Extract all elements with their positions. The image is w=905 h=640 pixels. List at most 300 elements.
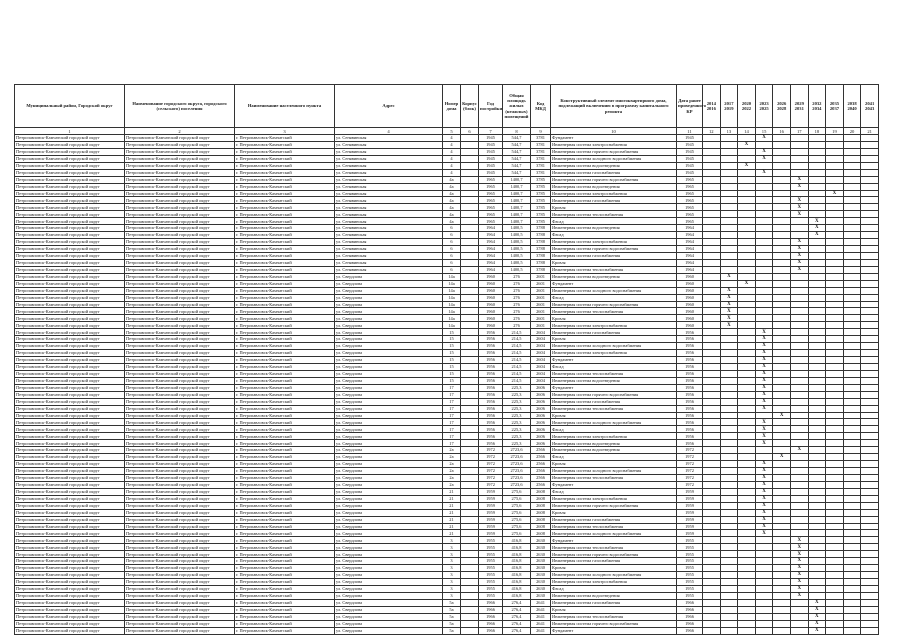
address-cell: ул. Сенявинская: [335, 183, 443, 190]
table-cell: 2а: [443, 454, 461, 461]
period-mark-cell: [826, 398, 844, 405]
structural-element-cell: Инженерная система водоотведения: [551, 592, 677, 599]
table-cell: 4: [443, 169, 461, 176]
period-mark-cell: [790, 287, 808, 294]
period-mark-cell: [826, 405, 844, 412]
period-mark-cell: [808, 572, 826, 579]
period-mark-cell: [826, 162, 844, 169]
period-mark-cell: [808, 419, 826, 426]
period-mark-cell: [703, 579, 721, 586]
period-mark-cell: [755, 225, 773, 232]
period-mark-cell: [738, 343, 756, 350]
locality-cell: г. Петропавловск-Камчатский: [235, 155, 335, 162]
period-mark-cell: X: [808, 599, 826, 606]
locality-cell: г. Петропавловск-Камчатский: [235, 315, 335, 322]
period-mark-cell: X: [808, 218, 826, 225]
table-cell: 3788: [531, 259, 551, 266]
period-mark-cell: [843, 620, 861, 627]
period-mark-cell: [843, 468, 861, 475]
period-mark-cell: [843, 246, 861, 253]
period-mark-cell: [773, 169, 791, 176]
table-cell: 1959: [677, 509, 703, 516]
table-row: [15, 440, 879, 447]
district-cell: Петропавловск-Камчатский городской округ: [15, 211, 125, 218]
period-mark-cell: [738, 246, 756, 253]
period-mark-cell: [826, 523, 844, 530]
period-mark-cell: [703, 488, 721, 495]
period-mark-cell: [790, 509, 808, 516]
period-mark-cell: [826, 357, 844, 364]
municipality-cell: Петропавловск-Камчатский городской округ: [125, 246, 235, 253]
period-mark-cell: X: [790, 252, 808, 259]
municipality-cell: Петропавловск-Камчатский городской округ: [125, 259, 235, 266]
table-cell: 2630: [531, 558, 551, 565]
table-cell: 1956: [479, 391, 503, 398]
table-cell: [461, 357, 479, 364]
table-cell: [461, 405, 479, 412]
period-mark-cell: [773, 315, 791, 322]
table-cell: 1945: [677, 141, 703, 148]
address-cell: ул. Свердлова: [335, 502, 443, 509]
table-cell: [461, 190, 479, 197]
table-cell: 5а: [443, 613, 461, 620]
address-cell: ул. Свердлова: [335, 509, 443, 516]
table-cell: 1960: [677, 273, 703, 280]
period-mark-cell: [703, 495, 721, 502]
district-cell: Петропавловск-Камчатский городской округ: [15, 565, 125, 572]
table-cell: 1965: [479, 183, 503, 190]
structural-element-cell: Кровля: [551, 259, 677, 266]
structural-element-cell: Инженерная система электроснабжения: [551, 433, 677, 440]
table-cell: 2608: [531, 516, 551, 523]
structural-element-cell: Инженерная система электроснабжения: [551, 190, 677, 197]
period-mark-cell: [843, 495, 861, 502]
table-cell: 3781: [531, 148, 551, 155]
column-number: 19: [826, 128, 844, 135]
table-row: [15, 551, 879, 558]
table-cell: [461, 232, 479, 239]
table-cell: [461, 377, 479, 384]
period-mark-cell: [861, 474, 879, 481]
period-mark-cell: [790, 350, 808, 357]
address-cell: ул. Сенявинская: [335, 259, 443, 266]
municipality-cell: Петропавловск-Камчатский городской округ: [125, 537, 235, 544]
address-cell: ул. Свердлова: [335, 530, 443, 537]
period-mark-cell: [826, 585, 844, 592]
address-cell: ул. Свердлова: [335, 579, 443, 586]
period-mark-cell: [738, 440, 756, 447]
table-cell: 1955: [677, 544, 703, 551]
structural-element-cell: Инженерная система холодного водоснабжения: [551, 155, 677, 162]
period-mark-cell: [738, 565, 756, 572]
table-cell: 1964: [677, 225, 703, 232]
period-mark-cell: [755, 294, 773, 301]
period-mark-cell: [773, 329, 791, 336]
table-cell: [461, 440, 479, 447]
period-mark-cell: [861, 343, 879, 350]
table-cell: 1945: [479, 148, 503, 155]
period-mark-cell: [755, 141, 773, 148]
period-mark-cell: [703, 343, 721, 350]
table-row: [15, 197, 879, 204]
table-row: [15, 565, 879, 572]
period-mark-cell: [808, 239, 826, 246]
period-mark-cell: [861, 329, 879, 336]
table-cell: 225,3: [503, 440, 531, 447]
period-mark-cell: [703, 259, 721, 266]
period-mark-cell: X: [755, 530, 773, 537]
period-mark-cell: [703, 426, 721, 433]
locality-cell: г. Петропавловск-Камчатский: [235, 592, 335, 599]
period-mark-cell: [703, 440, 721, 447]
table-row: [15, 259, 879, 266]
period-mark-cell: [773, 252, 791, 259]
period-mark-cell: [861, 315, 879, 322]
table-cell: 1960: [479, 294, 503, 301]
period-mark-cell: [755, 183, 773, 190]
address-cell: ул. Сенявинская: [335, 266, 443, 273]
table-cell: 214,5: [503, 370, 531, 377]
district-cell: Петропавловск-Камчатский городской округ: [15, 474, 125, 481]
structural-element-cell: Кровля: [551, 336, 677, 343]
table-cell: 1945: [479, 135, 503, 142]
column-header: 2032 2034: [808, 85, 826, 128]
table-cell: 2601: [531, 315, 551, 322]
table-cell: 1955: [479, 544, 503, 551]
table-cell: [461, 488, 479, 495]
period-mark-cell: [808, 141, 826, 148]
table-cell: 1965: [479, 176, 503, 183]
period-mark-cell: [861, 370, 879, 377]
district-cell: Петропавловск-Камчатский городской округ: [15, 246, 125, 253]
table-cell: [461, 565, 479, 572]
period-mark-cell: [861, 537, 879, 544]
period-mark-cell: [826, 301, 844, 308]
table-cell: [461, 474, 479, 481]
table-cell: 4: [443, 162, 461, 169]
period-mark-cell: [808, 474, 826, 481]
period-mark-cell: [773, 509, 791, 516]
municipality-cell: Петропавловск-Камчатский городской округ: [125, 412, 235, 419]
period-mark-cell: [703, 523, 721, 530]
table-cell: 14а: [443, 280, 461, 287]
municipality-cell: Петропавловск-Камчатский городской округ: [125, 426, 235, 433]
period-mark-cell: [843, 252, 861, 259]
table-cell: 1956: [677, 329, 703, 336]
period-mark-cell: [808, 592, 826, 599]
period-mark-cell: [843, 398, 861, 405]
table-cell: 3785: [531, 183, 551, 190]
municipality-cell: Петропавловск-Камчатский городской округ: [125, 620, 235, 627]
municipality-cell: Петропавловск-Камчатский городской округ: [125, 336, 235, 343]
table-cell: [461, 148, 479, 155]
period-mark-cell: [773, 239, 791, 246]
period-mark-cell: [790, 294, 808, 301]
period-mark-cell: [720, 454, 738, 461]
period-mark-cell: [720, 211, 738, 218]
period-mark-cell: [738, 551, 756, 558]
period-mark-cell: [790, 454, 808, 461]
district-cell: Петропавловск-Камчатский городской округ: [15, 488, 125, 495]
table-cell: 17: [443, 440, 461, 447]
locality-cell: г. Петропавловск-Камчатский: [235, 502, 335, 509]
period-mark-cell: [703, 135, 721, 142]
address-cell: ул. Свердлова: [335, 412, 443, 419]
table-cell: 1956: [677, 440, 703, 447]
table-row: [15, 544, 879, 551]
structural-element-cell: Инженерная система холодного водоснабжения: [551, 572, 677, 579]
table-cell: 214,5: [503, 343, 531, 350]
period-mark-cell: X: [755, 426, 773, 433]
period-mark-cell: [773, 481, 791, 488]
municipality-cell: Петропавловск-Камчатский городской округ: [125, 468, 235, 475]
period-mark-cell: [738, 169, 756, 176]
period-mark-cell: [826, 627, 844, 634]
period-mark-cell: [773, 377, 791, 384]
period-mark-cell: [808, 384, 826, 391]
column-number: 12: [703, 128, 721, 135]
period-mark-cell: [808, 266, 826, 273]
period-mark-cell: [720, 135, 738, 142]
table-cell: 1956: [479, 433, 503, 440]
period-mark-cell: [755, 558, 773, 565]
period-mark-cell: [773, 537, 791, 544]
table-cell: [461, 509, 479, 516]
table-cell: 4а: [443, 218, 461, 225]
period-mark-cell: [861, 412, 879, 419]
period-mark-cell: [720, 585, 738, 592]
period-mark-cell: [826, 592, 844, 599]
period-mark-cell: [720, 412, 738, 419]
period-mark-cell: [808, 322, 826, 329]
table-row: [15, 468, 879, 475]
locality-cell: г. Петропавловск-Камчатский: [235, 225, 335, 232]
period-mark-cell: [808, 280, 826, 287]
table-cell: 2606: [531, 398, 551, 405]
table-row: [15, 273, 879, 280]
period-mark-cell: X: [755, 481, 773, 488]
locality-cell: г. Петропавловск-Камчатский: [235, 135, 335, 142]
locality-cell: г. Петропавловск-Камчатский: [235, 343, 335, 350]
table-cell: 1400,7: [503, 190, 531, 197]
table-cell: 3: [443, 551, 461, 558]
table-cell: 1960: [479, 322, 503, 329]
period-mark-cell: [808, 433, 826, 440]
period-mark-cell: [843, 488, 861, 495]
period-mark-cell: X: [790, 183, 808, 190]
period-mark-cell: [755, 572, 773, 579]
period-mark-cell: [773, 627, 791, 634]
period-mark-cell: X: [755, 468, 773, 475]
table-cell: 3785: [531, 176, 551, 183]
table-row: [15, 606, 879, 613]
table-cell: 276,4: [503, 606, 531, 613]
period-mark-cell: [790, 599, 808, 606]
period-mark-cell: X: [755, 509, 773, 516]
municipality-cell: Петропавловск-Камчатский городской округ: [125, 613, 235, 620]
period-mark-cell: [843, 377, 861, 384]
table-cell: 1965: [677, 218, 703, 225]
period-mark-cell: [703, 287, 721, 294]
period-mark-cell: [861, 148, 879, 155]
table-row: [15, 592, 879, 599]
period-mark-cell: [843, 162, 861, 169]
table-cell: [461, 280, 479, 287]
column-number: 3: [235, 128, 335, 135]
period-mark-cell: X: [808, 620, 826, 627]
period-mark-cell: [808, 377, 826, 384]
locality-cell: г. Петропавловск-Камчатский: [235, 419, 335, 426]
period-mark-cell: X: [790, 447, 808, 454]
table-cell: 1956: [677, 426, 703, 433]
period-mark-cell: [790, 426, 808, 433]
period-mark-cell: [703, 627, 721, 634]
period-mark-cell: [826, 481, 844, 488]
period-mark-cell: [790, 613, 808, 620]
period-mark-cell: [808, 558, 826, 565]
table-cell: 21: [443, 495, 461, 502]
municipality-cell: Петропавловск-Камчатский городской округ: [125, 391, 235, 398]
period-mark-cell: [808, 190, 826, 197]
address-cell: ул. Свердлова: [335, 433, 443, 440]
period-mark-cell: [861, 606, 879, 613]
period-mark-cell: [861, 301, 879, 308]
municipality-cell: Петропавловск-Камчатский городской округ: [125, 315, 235, 322]
table-cell: 14а: [443, 294, 461, 301]
table-cell: 2723,6: [503, 468, 531, 475]
period-mark-cell: [720, 204, 738, 211]
structural-element-cell: Инженерная система холодного водоснабжения: [551, 530, 677, 537]
district-cell: Петропавловск-Камчатский городской округ: [15, 239, 125, 246]
period-mark-cell: [790, 440, 808, 447]
period-mark-cell: [808, 454, 826, 461]
table-cell: [461, 412, 479, 419]
period-mark-cell: [790, 468, 808, 475]
table-cell: 1956: [479, 350, 503, 357]
period-mark-cell: [808, 301, 826, 308]
table-cell: 1960: [677, 280, 703, 287]
period-mark-cell: [773, 461, 791, 468]
period-mark-cell: [720, 516, 738, 523]
table-cell: 2630: [531, 579, 551, 586]
table-cell: 544,7: [503, 141, 531, 148]
municipality-cell: Петропавловск-Камчатский городской округ: [125, 377, 235, 384]
table-cell: 1956: [677, 433, 703, 440]
table-row: [15, 426, 879, 433]
municipality-cell: Петропавловск-Камчатский городской округ: [125, 384, 235, 391]
period-mark-cell: [808, 155, 826, 162]
period-mark-cell: [720, 558, 738, 565]
municipality-cell: Петропавловск-Камчатский городской округ: [125, 218, 235, 225]
district-cell: Петропавловск-Камчатский городской округ: [15, 252, 125, 259]
period-mark-cell: [773, 572, 791, 579]
locality-cell: г. Петропавловск-Камчатский: [235, 301, 335, 308]
column-header: 2026 2028: [773, 85, 791, 128]
period-mark-cell: [755, 273, 773, 280]
municipality-cell: Петропавловск-Камчатский городской округ: [125, 419, 235, 426]
municipality-cell: Петропавловск-Камчатский городской округ: [125, 363, 235, 370]
period-mark-cell: [826, 558, 844, 565]
district-cell: Петропавловск-Камчатский городской округ: [15, 148, 125, 155]
period-mark-cell: [738, 398, 756, 405]
period-mark-cell: [738, 357, 756, 364]
period-mark-cell: [738, 509, 756, 516]
period-mark-cell: X: [755, 419, 773, 426]
table-cell: 3788: [531, 232, 551, 239]
period-mark-cell: [843, 266, 861, 273]
period-mark-cell: [773, 398, 791, 405]
district-cell: Петропавловск-Камчатский городской округ: [15, 294, 125, 301]
period-mark-cell: [703, 481, 721, 488]
period-mark-cell: [826, 329, 844, 336]
locality-cell: г. Петропавловск-Камчатский: [235, 176, 335, 183]
period-mark-cell: [738, 468, 756, 475]
period-mark-cell: [790, 315, 808, 322]
structural-element-cell: Инженерная система газоснабжения: [551, 599, 677, 606]
district-cell: Петропавловск-Камчатский городской округ: [15, 523, 125, 530]
period-mark-cell: X: [755, 398, 773, 405]
period-mark-cell: [808, 204, 826, 211]
period-mark-cell: [738, 336, 756, 343]
municipality-cell: Петропавловск-Камчатский городской округ: [125, 232, 235, 239]
address-cell: ул. Свердлова: [335, 440, 443, 447]
period-mark-cell: [773, 183, 791, 190]
table-cell: 1972: [677, 468, 703, 475]
period-mark-cell: X: [755, 461, 773, 468]
table-cell: 2641: [531, 599, 551, 606]
column-header: Адрес: [335, 85, 443, 128]
table-cell: 1960: [479, 315, 503, 322]
period-mark-cell: [861, 259, 879, 266]
locality-cell: г. Петропавловск-Камчатский: [235, 329, 335, 336]
period-mark-cell: X: [720, 308, 738, 315]
table-cell: 1964: [677, 246, 703, 253]
period-mark-cell: [861, 530, 879, 537]
district-cell: Петропавловск-Камчатский городской округ: [15, 599, 125, 606]
period-mark-cell: [790, 606, 808, 613]
period-mark-cell: [861, 266, 879, 273]
table-cell: 1400,7: [503, 176, 531, 183]
period-mark-cell: X: [738, 141, 756, 148]
table-row: [15, 523, 879, 530]
period-mark-cell: [703, 599, 721, 606]
column-number: 21: [861, 128, 879, 135]
period-mark-cell: [843, 426, 861, 433]
district-cell: Петропавловск-Камчатский городской округ: [15, 530, 125, 537]
period-mark-cell: [843, 558, 861, 565]
period-mark-cell: [826, 565, 844, 572]
address-cell: ул. Свердлова: [335, 419, 443, 426]
table-cell: 2604: [531, 363, 551, 370]
period-mark-cell: [703, 468, 721, 475]
table-row: [15, 357, 879, 364]
table-cell: 1400,5: [503, 259, 531, 266]
table-row: [15, 135, 879, 142]
table-row: [15, 343, 879, 350]
table-cell: 6: [443, 266, 461, 273]
table-cell: [461, 426, 479, 433]
period-mark-cell: [738, 322, 756, 329]
table-cell: 1956: [479, 377, 503, 384]
period-mark-cell: [755, 301, 773, 308]
table-cell: 276: [503, 273, 531, 280]
address-cell: ул. Свердлова: [335, 343, 443, 350]
period-mark-cell: [826, 259, 844, 266]
table-cell: 1964: [479, 259, 503, 266]
period-mark-cell: X: [755, 488, 773, 495]
column-header: Корпус (блок): [461, 85, 479, 128]
table-cell: 1955: [677, 551, 703, 558]
